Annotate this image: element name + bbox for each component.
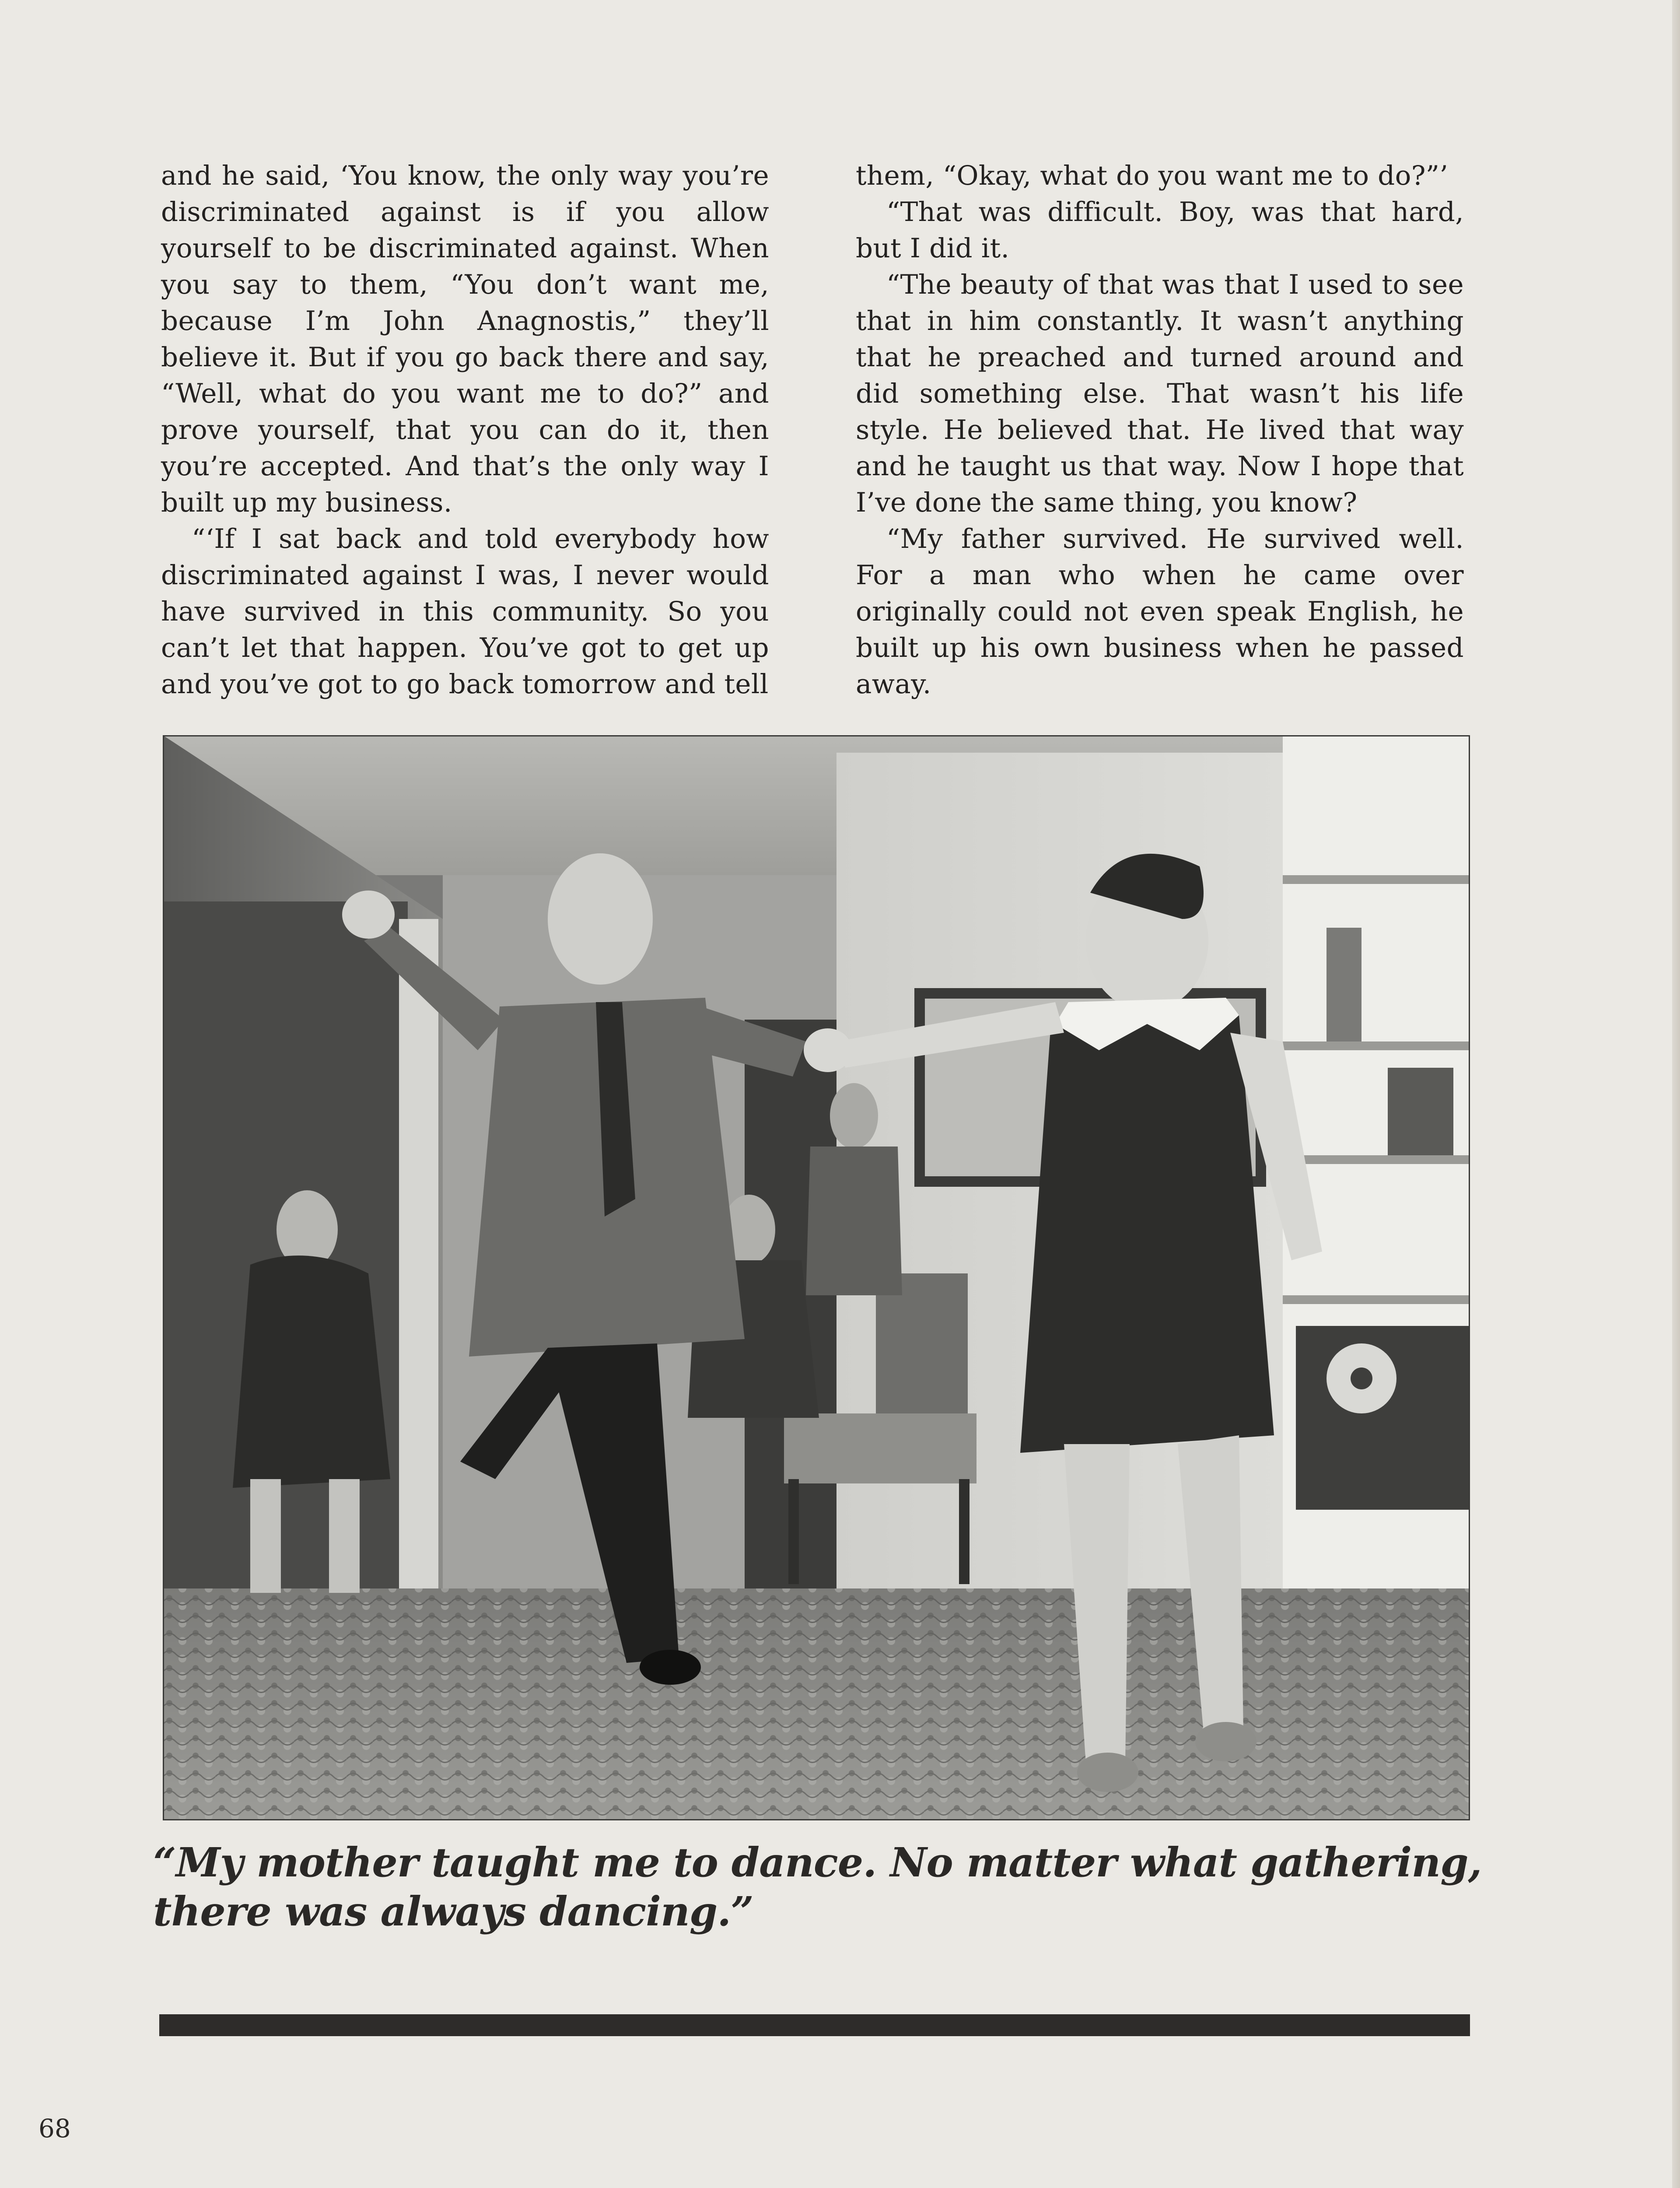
page-edge-shadow xyxy=(1672,0,1680,2188)
page-number: 68 xyxy=(38,2114,71,2143)
divider-bar xyxy=(159,2014,1470,2036)
dancing-photograph xyxy=(163,735,1470,1820)
paragraph: and he said, ‘You know, the only way you’re discriminated against is if you allow yourself to be discriminated against. When you say to them, “You don’t want me, because I’m John Anagnostis,” they’ll believe it. But if you go back there and say, “Well, what do you want me to do?” and prove yourself, that you can do it, then you’re accepted. And that’s the only way I built up my business. xyxy=(161,160,769,518)
paragraph: “My father survived. He survived well. For a man who when he came over originally could not even speak English, he built up his own business when he passed away. xyxy=(856,523,1464,700)
caption-line: there was always dancing.” xyxy=(153,1888,754,1935)
paragraph: “‘If I sat back and told everybody how discriminated against I was, I never would have survived in this community. So you can’t let that happen. You’ve got to get up and you’ve got to go back tomorrow and tell xyxy=(161,523,769,700)
article-column-left xyxy=(161,158,769,702)
paragraph: “That was difficult. Boy, was that hard, but I did it. xyxy=(856,196,1464,264)
paragraph: them, “Okay, what do you want me to do?”’ xyxy=(856,160,1449,191)
caption-line: “My mother taught me to dance. No matter what gathering, xyxy=(153,1839,1482,1886)
paragraph: “The beauty of that was that I used to see that in him constantly. It wasn’t anything that he preached and turned around and did something else. That wasn’t his life style. He believed that. He lived that way and he taught us that way. Now I hope that I’ve done the same thing, you know? xyxy=(856,269,1464,518)
photo-caption xyxy=(153,1838,1488,1936)
article-column-right xyxy=(856,158,1464,702)
